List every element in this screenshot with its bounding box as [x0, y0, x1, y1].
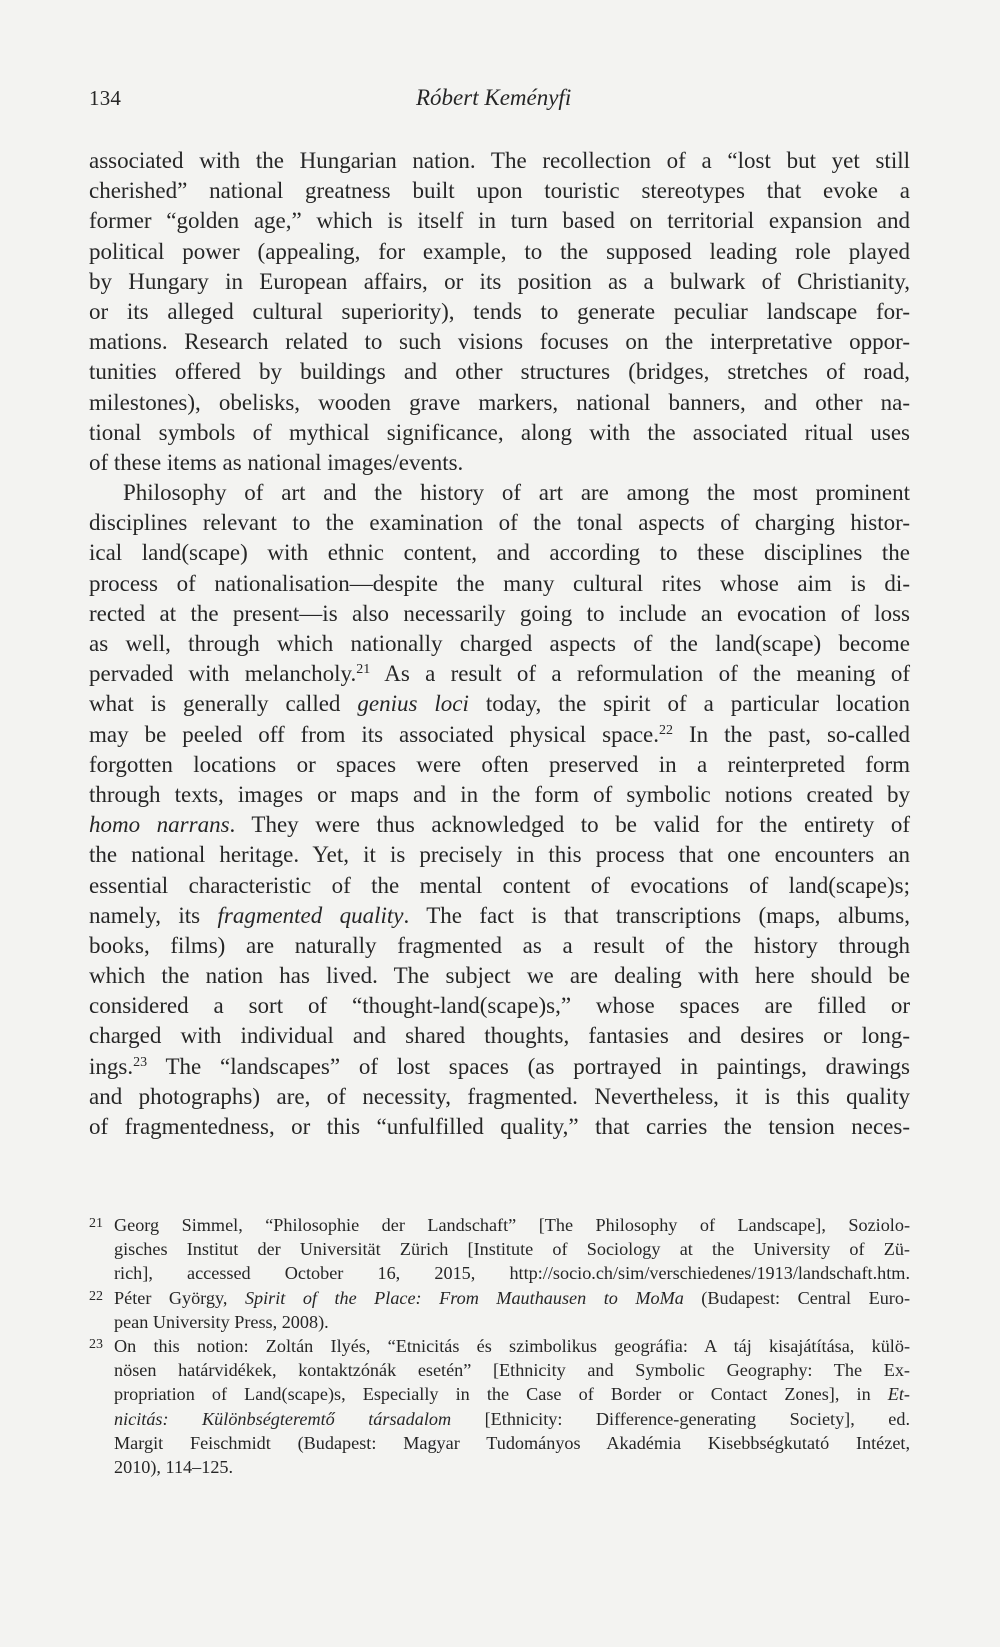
- text-line: [89, 267, 910, 297]
- text-line: [89, 689, 910, 719]
- text-line: [89, 1112, 910, 1142]
- footnote-ref-22[interactable]: 22: [659, 722, 673, 738]
- text-line: [89, 327, 910, 357]
- text-line-content: . They were thus acknowledged to be valid for the entirety of: [229, 812, 910, 838]
- text-line: [89, 1021, 910, 1051]
- footnote-ref-21[interactable]: 21: [356, 662, 371, 678]
- text-line: [89, 508, 910, 538]
- text-line-content: charged with individual and shared thoughts, fantasies and desires or long-: [89, 1023, 910, 1049]
- text-line-content: former “golden age,” which is itself in turn based on territorial expansion and: [89, 208, 910, 234]
- text-line: [89, 780, 910, 810]
- text-line: [89, 176, 910, 206]
- text-line: [89, 659, 910, 689]
- text-line-content: ical land(scape) with ethnic content, and according to these disciplines the: [89, 540, 910, 566]
- footnote-text: pean University Press, 2008).: [114, 1311, 329, 1332]
- text-line: [89, 297, 910, 327]
- footnote-line: [89, 1431, 910, 1455]
- text-line-content: what is generally called: [89, 691, 358, 717]
- text-line-content: cherished” national greatness built upon touristic stereotypes that evoke a: [89, 178, 910, 204]
- footnote-book-title: Et-: [887, 1384, 910, 1405]
- running-head: Róbert Keményfi: [416, 85, 572, 110]
- footnotes: [89, 1213, 910, 1479]
- text-line-content: disciplines relevant to the examination of the tonal aspects of charging histor-: [89, 510, 910, 536]
- text-line-content: As a result of a reformulation of the meaning of: [370, 661, 910, 687]
- text-line-content: ings.: [89, 1053, 134, 1079]
- text-line-content: essential characteristic of the mental content of evocations of land(scape)s;: [89, 872, 910, 898]
- text-line-content: rected at the present—is also necessarily going to include an evocation of loss: [89, 600, 910, 626]
- footnote-line: [89, 1310, 910, 1334]
- text-line-content: and photographs) are, of necessity, fragmented. Nevertheless, it is this quality: [89, 1083, 910, 1109]
- text-line: [89, 871, 910, 901]
- text-line-content: by Hungary in European affairs, or its position as a bulwark of Christianity,: [89, 268, 910, 294]
- text-line-content: Philosophy of art and the history of art are among the most prominent: [123, 480, 910, 506]
- text-line: [89, 569, 910, 599]
- text-line-content: milestones), obelisks, wooden grave markers, national banners, and other na-: [89, 389, 910, 415]
- footnote-line: [89, 1261, 910, 1285]
- text-line-content: In the past, so-called: [673, 721, 910, 747]
- text-line: [89, 840, 910, 870]
- text-line-content: which the nation has lived. The subject we are dealing with here should be: [89, 963, 910, 989]
- text-line-content: forgotten locations or spaces were often preserved in a reinterpreted form: [89, 751, 910, 777]
- text-line-content: political power (appealing, for example, to the supposed leading role played: [89, 238, 910, 264]
- text-line-content: mations. Research related to such visions focuses on the interpretative oppor-: [89, 329, 910, 355]
- text-line: [89, 357, 910, 387]
- footnote-ref-23[interactable]: 23: [133, 1054, 148, 1070]
- page-header: [89, 80, 910, 116]
- footnote-line: [89, 1382, 910, 1406]
- text-line-content: considered a sort of “thought-land(scape)s,” whose spaces are filled or: [89, 993, 910, 1019]
- footnote-text: rich], accessed October 16, 2015, http://socio.ch/sim/verschiedenes/1913/landschaft.htm.: [114, 1263, 910, 1284]
- footnote-text: Georg Simmel, “Philosophie der Landschaft” [The Philosophy of Landscape], Soziolo-: [114, 1215, 910, 1235]
- footnote-text: Péter György,: [114, 1287, 245, 1308]
- text-line: [89, 1052, 910, 1082]
- text-line: [89, 901, 910, 931]
- footnote-text: nösen határvidékek, kontaktzónák esetén” [Ethnicity and Symbolic Geography: The Ex-: [114, 1360, 910, 1381]
- text-line: [89, 237, 910, 267]
- footnote-line: [89, 1455, 910, 1479]
- text-line: [89, 991, 910, 1021]
- text-line-content: process of nationalisation—despite the many cultural rites whose aim is di-: [89, 570, 910, 596]
- footnote-text: [Ethnicity: Difference-generating Society], ed.: [451, 1408, 910, 1429]
- text-line: [89, 146, 910, 176]
- text-line-content: of fragmentedness, or this “unfulfilled quality,” that carries the tension neces-: [89, 1114, 910, 1139]
- text-line-content: or its alleged cultural superiority), tends to generate peculiar landscape for-: [89, 298, 910, 324]
- text-line-content: The “landscapes” of lost spaces (as portrayed in paintings, drawings: [147, 1053, 910, 1079]
- text-line: [89, 206, 910, 236]
- text-line-content: pervaded with melancholy.: [89, 661, 357, 687]
- text-line: [89, 720, 910, 750]
- footnote-text: (Budapest: Central Euro-: [683, 1287, 910, 1308]
- footnote-text: propriation of Land(scape)s, Especially in the Case of Border or Contact Zones], in: [114, 1384, 888, 1405]
- text-line-content: as well, through which nationally charged aspects of the land(scape) become: [89, 631, 910, 656]
- footnote-book-title: nicitás: Különbségteremtő társadalom: [114, 1408, 452, 1429]
- text-line: [89, 629, 910, 659]
- text-line-content: tional symbols of mythical significance, along with the associated ritual uses: [89, 419, 910, 445]
- text-line: [89, 810, 910, 840]
- text-line: [89, 448, 910, 478]
- text-line: [89, 538, 910, 568]
- text-line: [89, 388, 910, 418]
- page-number: 134: [89, 86, 122, 110]
- footnote-text: 2010), 114–125.: [114, 1456, 234, 1477]
- footnote-text: gisches Institut der Universität Zürich [Institute of Sociology at the University of Zü-: [114, 1239, 910, 1260]
- text-line-content: today, the spirit of a particular location: [468, 691, 910, 717]
- footnote-line: [89, 1237, 910, 1261]
- text-line: [89, 599, 910, 629]
- text-line-content: through texts, images or maps and in the form of symbolic notions created by: [89, 781, 910, 807]
- text-line-content: tunities offered by buildings and other structures (bridges, stretches of road,: [89, 359, 910, 385]
- text-line-content: of these items as national images/events.: [89, 449, 464, 475]
- italic-term: genius loci: [357, 691, 469, 717]
- italic-term: fragmented quality: [217, 902, 404, 928]
- footnote-22: 22 Péter György, Spirit of the Place: From Mauthausen to MoMa (Budapest: Central Euro-: [89, 1287, 910, 1308]
- footnote-text: On this notion: Zoltán Ilyés, “Etnicitás és szimbolikus geográfia: A táj kisajátítása, külö-: [114, 1335, 910, 1356]
- text-line-content: . The fact is that transcriptions (maps, albums,: [403, 902, 911, 928]
- paragraph-start: [89, 478, 910, 508]
- italic-term: homo narrans: [89, 812, 230, 838]
- text-line: [89, 418, 910, 448]
- text-line-content: the national heritage. Yet, it is precisely in this process that one encounters an: [89, 842, 910, 868]
- text-line-content: may be peeled off from its associated physical space.: [89, 721, 659, 747]
- text-line: [89, 931, 910, 961]
- body-text: [89, 146, 910, 1142]
- text-line-content: books, films) are naturally fragmented as a result of the history through: [89, 932, 910, 958]
- footnote-21: 21 Georg Simmel, “Philosophie der Landschaft” [The Philosophy of Landscape], Soziolo-: [89, 1215, 910, 1235]
- text-line-content: associated with the Hungarian nation. The recollection of a “lost but yet still: [89, 148, 910, 173]
- footnote-line: [89, 1407, 910, 1431]
- footnote-text: Margit Feischmidt (Budapest: Magyar Tudományos Akadémia Kisebbségkutató Intézet,: [114, 1432, 910, 1453]
- footnote-23: 23 On this notion: Zoltán Ilyés, “Etnicitás és szimbolikus geográfia: A táj kisajátítása, külö-: [89, 1335, 910, 1356]
- text-line: [89, 750, 910, 780]
- text-line-content: namely, its: [89, 902, 218, 928]
- text-line: [89, 961, 910, 991]
- text-line: [89, 1082, 910, 1112]
- footnote-book-title: Spirit of the Place: From Mauthausen to MoMa: [244, 1287, 684, 1308]
- footnote-line: [89, 1358, 910, 1382]
